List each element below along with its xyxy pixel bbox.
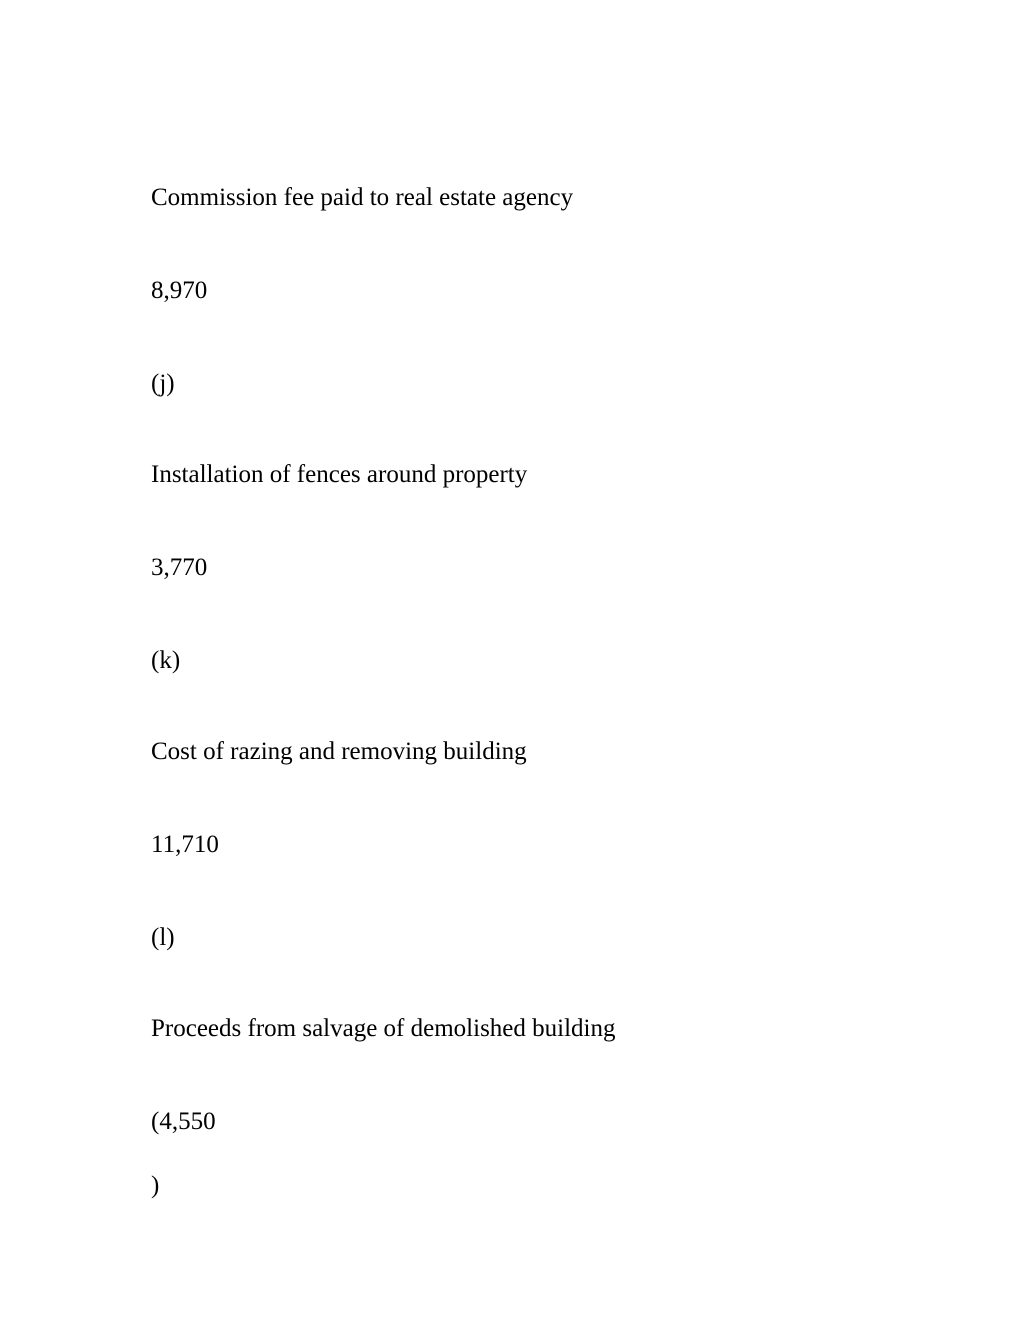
item-label-k: (k) (151, 647, 181, 674)
item-description-salvage: Proceeds from salvage of demolished building (151, 1015, 616, 1042)
item-description-fences: Installation of fences around property (151, 461, 528, 488)
item-amount-salvage: (4,550 (151, 1108, 216, 1135)
item-description-commission: Commission fee paid to real estate agency (151, 184, 574, 211)
item-amount-commission: 8,970 (151, 277, 208, 304)
item-description-razing: Cost of razing and removing building (151, 738, 527, 765)
item-label-j: (j) (151, 370, 175, 397)
item-amount-fences: 3,770 (151, 554, 208, 581)
item-label-l: (l) (151, 924, 175, 951)
item-amount-razing: 11,710 (151, 831, 219, 858)
item-amount-salvage-close-paren: ) (151, 1172, 160, 1199)
